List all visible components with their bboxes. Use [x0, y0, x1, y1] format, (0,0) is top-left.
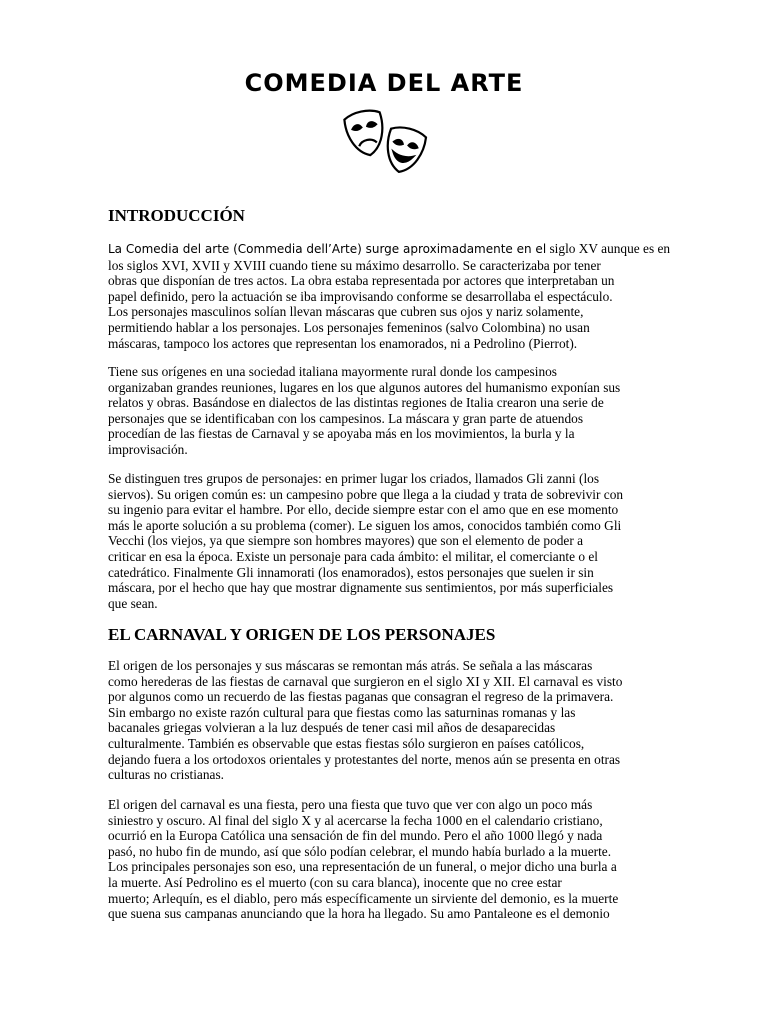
text-line: criticar en esa la época. Existe un personaje para cada ámbito: el militar, el comerciante o el [108, 548, 598, 564]
text-line: su ingenio para evitar el hambre. Por ello, decide siempre estar con el amo que en ese momento [108, 502, 619, 518]
paragraph [108, 241, 671, 351]
text-line: improvisación. [108, 441, 188, 457]
paragraph [108, 658, 668, 783]
text-line: siervos). Su origen común es: un campesino pobre que llega a la ciudad y trata de sobrevivir con [108, 486, 624, 502]
text-line: El origen del carnaval es una fiesta, pero una fiesta que tuvo que ver con algo un poco más [108, 797, 593, 812]
text-line: máscara, por el hecho que hay que mostrar dignamente sus sentimientos, por más superficiales [108, 580, 614, 596]
text-line: procedían de las fiestas de Carnaval y se apoyaba más en los movimientos, la burla y la [108, 426, 575, 442]
paragraph [108, 364, 668, 458]
text-line: pasó, no hubo fin de mundo, así que sólo podían celebrar, el mundo había burlado a la muerte. [108, 843, 612, 859]
theatre-masks-icon [340, 108, 430, 178]
section-heading-introduccion: INTRODUCCIÓN [108, 206, 245, 225]
text-line: más le aporte solución a su problema (comer). Le siguen los amos, conocidos también como Gli [108, 517, 622, 533]
text-line: papel definido, pero la actuación se iba improvisando conforme se desarrollaba el espectáculo. [108, 288, 613, 304]
text-line: permitiendo hablar a los personajes. Los personajes femeninos (salvo Colombina) no usan [108, 319, 590, 335]
text-line: los siglos XVI, XVII y XVIII cuando tiene su máximo desarrollo. Se caracterizaba por tener [108, 257, 601, 273]
text-line: Vecchi (los viejos, ya que siempre son hombres mayores) que son el elemento de poder a [108, 533, 584, 549]
paragraph [108, 797, 668, 922]
text-line: ocurrió en la Europa Católica una sensación de fin del mundo. Pero el año 1000 llegó y nada [108, 828, 603, 844]
text-line: Los personajes masculinos solían llevan máscaras que cubren sus ojos y nariz solamente, [108, 304, 584, 320]
text-line: como herederas de las fiestas de carnaval que surgieron en el siglo XI y XII. El carnaval es visto [108, 673, 623, 689]
text-line: Se distinguen tres grupos de personajes: en primer lugar los criados, llamados Gli zanni (los [108, 471, 600, 486]
text-line: por algunos como un recuerdo de las fiestas paganas que consagran el regreso de la primavera. [108, 689, 614, 705]
text-line: El origen de los personajes y sus máscaras se remontan más atrás. Se señala a las máscaras [108, 658, 593, 673]
document-title: COMEDIA DEL ARTE [244, 69, 524, 97]
text-line: máscaras, tampoco los actores que representan los enamorados, ni a Pedrolino (Pierrot). [108, 335, 578, 351]
text-line: relatos y obras. Basándose en dialectos de las distintas regiones de Italia crearon una serie de [108, 395, 604, 411]
text-line: La Comedia del arte (Commedia dell’Arte) surge aproximadamente en el siglo XV aunque es en [108, 241, 671, 256]
text-line: Sin embargo no existe razón cultural para que fiestas como las saturninas romanas y las [108, 704, 576, 720]
text-line: culturalmente. También es observable que estas fiestas sólo surgieron en países católicos, [108, 735, 585, 751]
text-line: dejando fuera a los ortodoxos orientales y protestantes del norte, menos aún se presenta en otras [108, 751, 621, 767]
text-line: Tiene sus orígenes en una sociedad italiana mayormente rural donde los campesinos [108, 364, 557, 379]
paragraph [108, 471, 668, 611]
text-line: culturas no cristianas. [108, 767, 224, 783]
text-line: Los principales personajes son eso, una representación de un funeral, o mejor dicho una burla a [108, 859, 617, 875]
text-line: que suena sus campanas anunciando que la hora ha llegado. Su amo Pantaleone es el demonio [108, 906, 610, 922]
text-line: personajes que se identificaban con los campesinos. La máscara y gran parte de atuendos [108, 410, 584, 426]
text-line: que sean. [108, 595, 158, 611]
text-line: obras que disponían de tres actos. La obra estaba representada por actores que interpretaban un [108, 273, 615, 289]
text-line: muerto; Arlequín, es el diablo, pero más específicamente un sirviente del demonio, es la muerte [108, 890, 619, 906]
text-line: catedrático. Finalmente Gli innamorati (los enamorados), estos personajes que suelen ir sin [108, 564, 594, 580]
text-line: la muerte. Así Pedrolino es el muerto (con su cara blanca), inocente que no cree estar [108, 874, 562, 890]
text-line: siniestro y oscuro. Al final del siglo X y al acercarse la fecha 1000 en el calendario cristiano, [108, 812, 603, 828]
text-line: bacanales griegas volvieran a la luz después de tener casi mil años de desaparecidas [108, 720, 556, 736]
text-line: organizaban grandes reuniones, lugares en los que algunos autores del humanismo exponían sus [108, 379, 621, 395]
section-heading-carnaval: EL CARNAVAL Y ORIGEN DE LOS PERSONAJES [108, 625, 496, 644]
